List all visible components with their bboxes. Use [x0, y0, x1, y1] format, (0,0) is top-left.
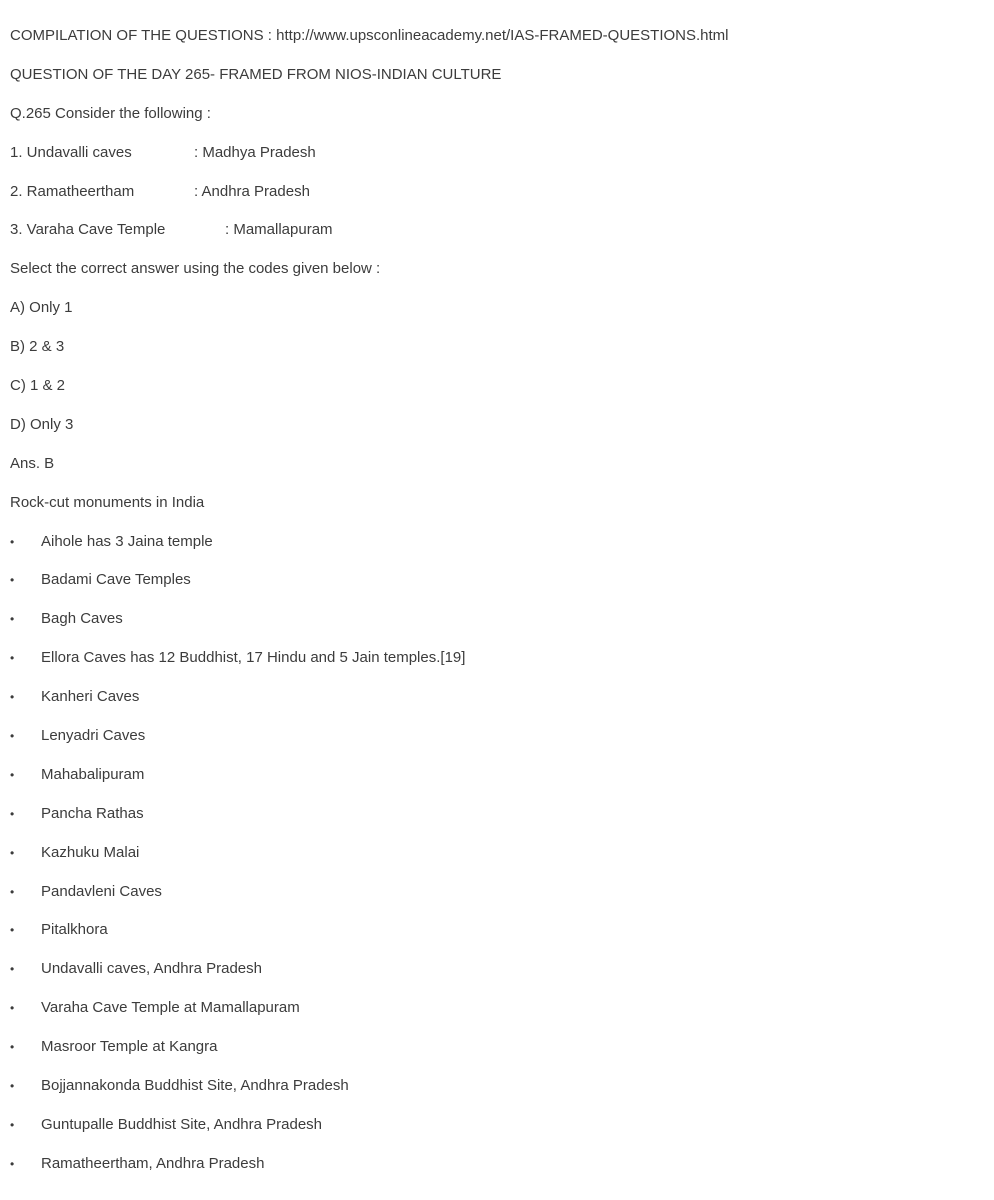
- list-item: [10, 803, 980, 842]
- pair-value: : Andhra Pradesh: [194, 182, 310, 200]
- answer-instruction: Select the correct answer using the codes given below :: [10, 260, 381, 278]
- option-a: A) Only 1: [10, 299, 73, 317]
- bullet-icon: •: [10, 1001, 15, 1016]
- question-of-the-day-title: QUESTION OF THE DAY 265- FRAMED FROM NIOS-INDIAN CULTURE: [10, 65, 502, 83]
- pair-label: 3. Varaha Cave Temple: [10, 221, 166, 239]
- list-item-text: Bagh Caves: [41, 610, 123, 628]
- list-item: [10, 1075, 980, 1114]
- list-item-text: Pandavleni Caves: [41, 882, 162, 900]
- bullet-icon: •: [10, 534, 15, 549]
- list-item: [10, 647, 980, 686]
- list-item: [10, 919, 980, 958]
- list-item-text: Lenyadri Caves: [41, 727, 146, 745]
- monument-list: [10, 531, 980, 1192]
- bullet-icon: •: [10, 1156, 15, 1171]
- list-item: [10, 569, 980, 608]
- list-item: [10, 1036, 980, 1075]
- list-item: [10, 531, 980, 570]
- list-item-text: Masroor Temple at Kangra: [41, 1038, 218, 1056]
- list-item-text: Pitalkhora: [41, 921, 108, 939]
- pair-value: : Mamallapuram: [225, 221, 333, 239]
- bullet-icon: •: [10, 1079, 15, 1094]
- pair-label: 1. Undavalli caves: [10, 143, 132, 161]
- bullet-icon: •: [10, 651, 15, 666]
- match-pair-2: [10, 181, 980, 220]
- list-item: [10, 725, 980, 764]
- list-item: [10, 1114, 980, 1153]
- bullet-icon: •: [10, 612, 15, 627]
- bullet-icon: •: [10, 884, 15, 899]
- option-b: B) 2 & 3: [10, 338, 65, 356]
- bullet-icon: •: [10, 690, 15, 705]
- list-item: [10, 686, 980, 725]
- list-item-text: Varaha Cave Temple at Mamallapuram: [41, 999, 300, 1017]
- list-item: [10, 842, 980, 881]
- list-item: [10, 881, 980, 920]
- list-item-text: Bojjannakonda Buddhist Site, Andhra Pradesh: [41, 1077, 349, 1095]
- bullet-icon: •: [10, 962, 15, 977]
- answer-key: Ans. B: [10, 454, 55, 472]
- bullet-icon: •: [10, 1117, 15, 1132]
- list-item-text: Mahabalipuram: [41, 765, 145, 783]
- list-item-text: Guntupalle Buddhist Site, Andhra Pradesh: [41, 1115, 323, 1133]
- list-item-text: Kazhuku Malai: [41, 843, 140, 861]
- document-body: [10, 25, 980, 1192]
- list-item: [10, 1153, 980, 1192]
- option-d: D) Only 3: [10, 415, 74, 433]
- list-item-text: Ellora Caves has 12 Buddhist, 17 Hindu and 5 Jain temples.[19]: [41, 649, 466, 667]
- list-item-text: Undavalli caves, Andhra Pradesh: [41, 960, 262, 978]
- list-item-text: Aihole has 3 Jaina temple: [41, 532, 213, 550]
- list-item: [10, 608, 980, 647]
- list-item: [10, 997, 980, 1036]
- bullet-icon: •: [10, 923, 15, 938]
- bullet-icon: •: [10, 1040, 15, 1055]
- match-pair-3: [10, 219, 980, 258]
- list-item-text: Ramatheertham, Andhra Pradesh: [41, 1154, 265, 1172]
- bullet-icon: •: [10, 767, 15, 782]
- list-item-text: Kanheri Caves: [41, 688, 140, 706]
- bullet-icon: •: [10, 845, 15, 860]
- match-pair-1: [10, 142, 980, 181]
- list-item: [10, 764, 980, 803]
- option-c: C) 1 & 2: [10, 377, 66, 395]
- list-item-text: Pancha Rathas: [41, 804, 144, 822]
- question-stem: Q.265 Consider the following :: [10, 104, 211, 122]
- pair-label: 2. Ramatheertham: [10, 182, 135, 200]
- list-item: [10, 958, 980, 997]
- list-item-text: Badami Cave Temples: [41, 571, 191, 589]
- notes-heading: Rock-cut monuments in India: [10, 493, 205, 511]
- bullet-icon: •: [10, 729, 15, 744]
- compilation-line: COMPILATION OF THE QUESTIONS : http://www.upsconlineacademy.net/IAS-FRAMED-QUESTIONS.html: [10, 27, 729, 44]
- bullet-icon: •: [10, 806, 15, 821]
- pair-value: : Madhya Pradesh: [194, 143, 316, 161]
- bullet-icon: •: [10, 573, 15, 588]
